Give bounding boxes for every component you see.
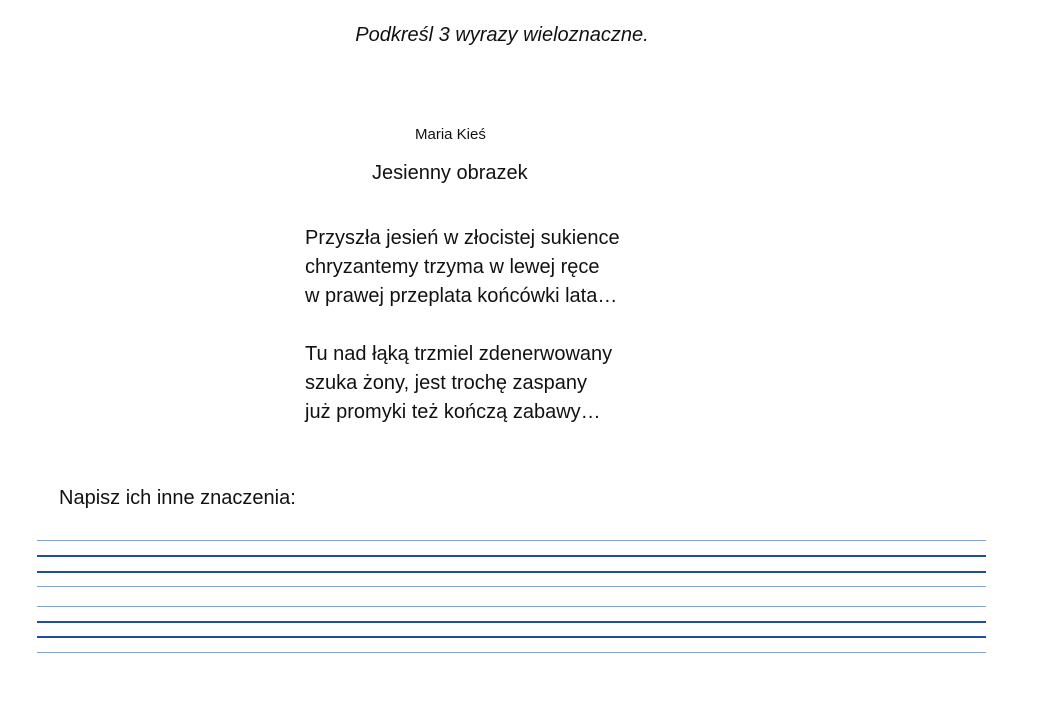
writing-rule-dark [37,571,986,573]
writing-rule-dark [37,621,986,623]
writing-rule-light [37,606,986,607]
writing-rule-light [37,652,986,653]
poem-line: szuka żony, jest trochę zaspany [305,372,587,394]
instruction-text: Podkreśl 3 wyrazy wieloznaczne. [355,24,649,46]
writing-rule-dark [37,555,986,557]
task-prompt: Napisz ich inne znaczenia: [59,487,296,509]
poem-stanza-2 [305,340,612,427]
writing-rule-light [37,540,986,541]
handwriting-lines [37,538,986,656]
poem-line: chryzantemy trzyma w lewej ręce [305,256,600,278]
poem-title: Jesienny obrazek [372,162,528,184]
poem-line: w prawej przeplata końcówki lata… [305,285,618,307]
poem-line: Tu nad łąką trzmiel zdenerwowany [305,343,613,365]
poem-author: Maria Kieś [415,126,486,143]
poem-line: Przyszła jesień w złocistej sukience [305,227,620,249]
poem-stanza-1 [305,224,620,311]
poem-line: już promyki też kończą zabawy… [305,401,601,423]
writing-rule-light [37,586,986,587]
writing-rule-dark [37,636,986,638]
